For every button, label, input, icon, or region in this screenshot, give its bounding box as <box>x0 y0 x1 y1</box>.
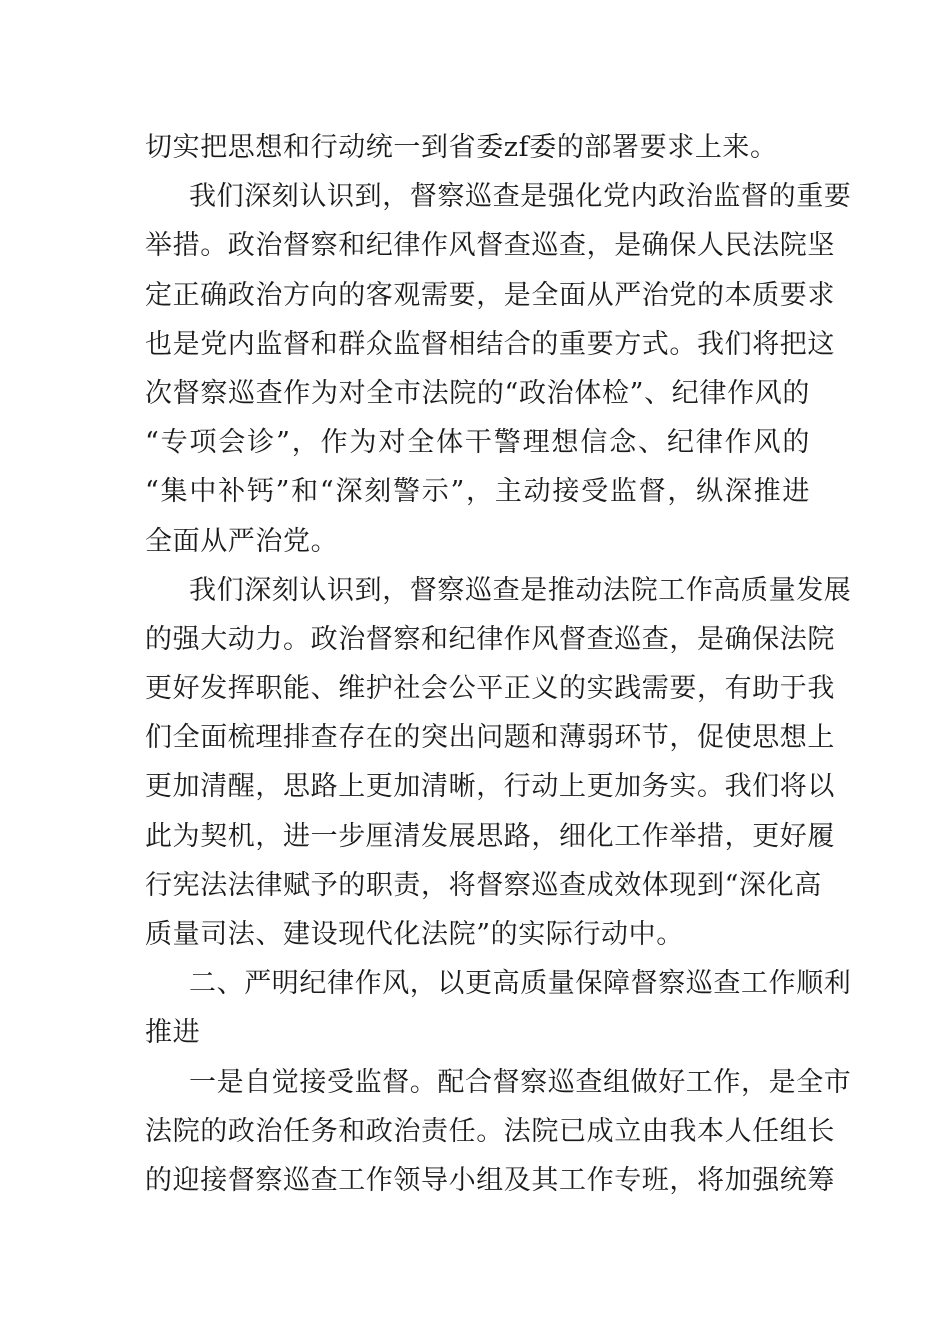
text-line: 一是自觉接受监督。配合督察巡查组做好工作，是全市 <box>189 1066 852 1098</box>
text-line: 切实把思想和行动统一到省委zf委的部署要求上来。 <box>145 132 778 163</box>
text-line: 次督察巡查作为对全市法院的“政治体检”、纪律作风的 <box>145 377 810 409</box>
text-line: 全面从严治党。 <box>145 525 339 557</box>
text-line: 推进 <box>145 1017 201 1049</box>
text-line: 更好发挥职能、维护社会公平正义的实践需要，有助于我 <box>145 673 835 705</box>
text-line: 我们深刻认识到，督察巡查是强化党内政治监督的重要 <box>189 181 852 213</box>
text-line: 定正确政治方向的客观需要，是全面从严治党的本质要求 <box>145 279 835 311</box>
text-line: “集中补钙”和“深刻警示”，主动接受监督，纵深推进 <box>145 476 810 508</box>
text-line: 也是党内监督和群众监督相结合的重要方式。我们将把这 <box>145 328 835 360</box>
text-line: 此为契机，进一步厘清发展思路，细化工作举措，更好履 <box>145 820 835 852</box>
text-line: 的迎接督察巡查工作领导小组及其工作专班，将加强统筹 <box>145 1164 835 1196</box>
text-line: 二、严明纪律作风，以更高质量保障督察巡查工作顺利 <box>189 968 852 1000</box>
text-line: 法院的政治任务和政治责任。法院已成立由我本人任组长 <box>145 1115 835 1147</box>
text-line: 我们深刻认识到，督察巡查是推动法院工作高质量发展 <box>189 574 852 606</box>
text-line: 们全面梳理排查存在的突出问题和薄弱环节，促使思想上 <box>145 722 835 754</box>
document-body <box>145 123 852 1205</box>
text-line: 的强大动力。政治督察和纪律作风督查巡查，是确保法院 <box>145 623 835 655</box>
text-line: “专项会诊”，作为对全体干警理想信念、纪律作风的 <box>145 427 810 459</box>
text-line: 举措。政治督察和纪律作风督查巡查，是确保人民法院坚 <box>145 230 835 262</box>
text-line: 更加清醒，思路上更加清晰，行动上更加务实。我们将以 <box>145 771 835 803</box>
text-line: 行宪法法律赋予的职责，将督察巡查成效体现到“深化高 <box>145 869 822 901</box>
text-line: 质量司法、建设现代化法院”的实际行动中。 <box>145 919 684 950</box>
